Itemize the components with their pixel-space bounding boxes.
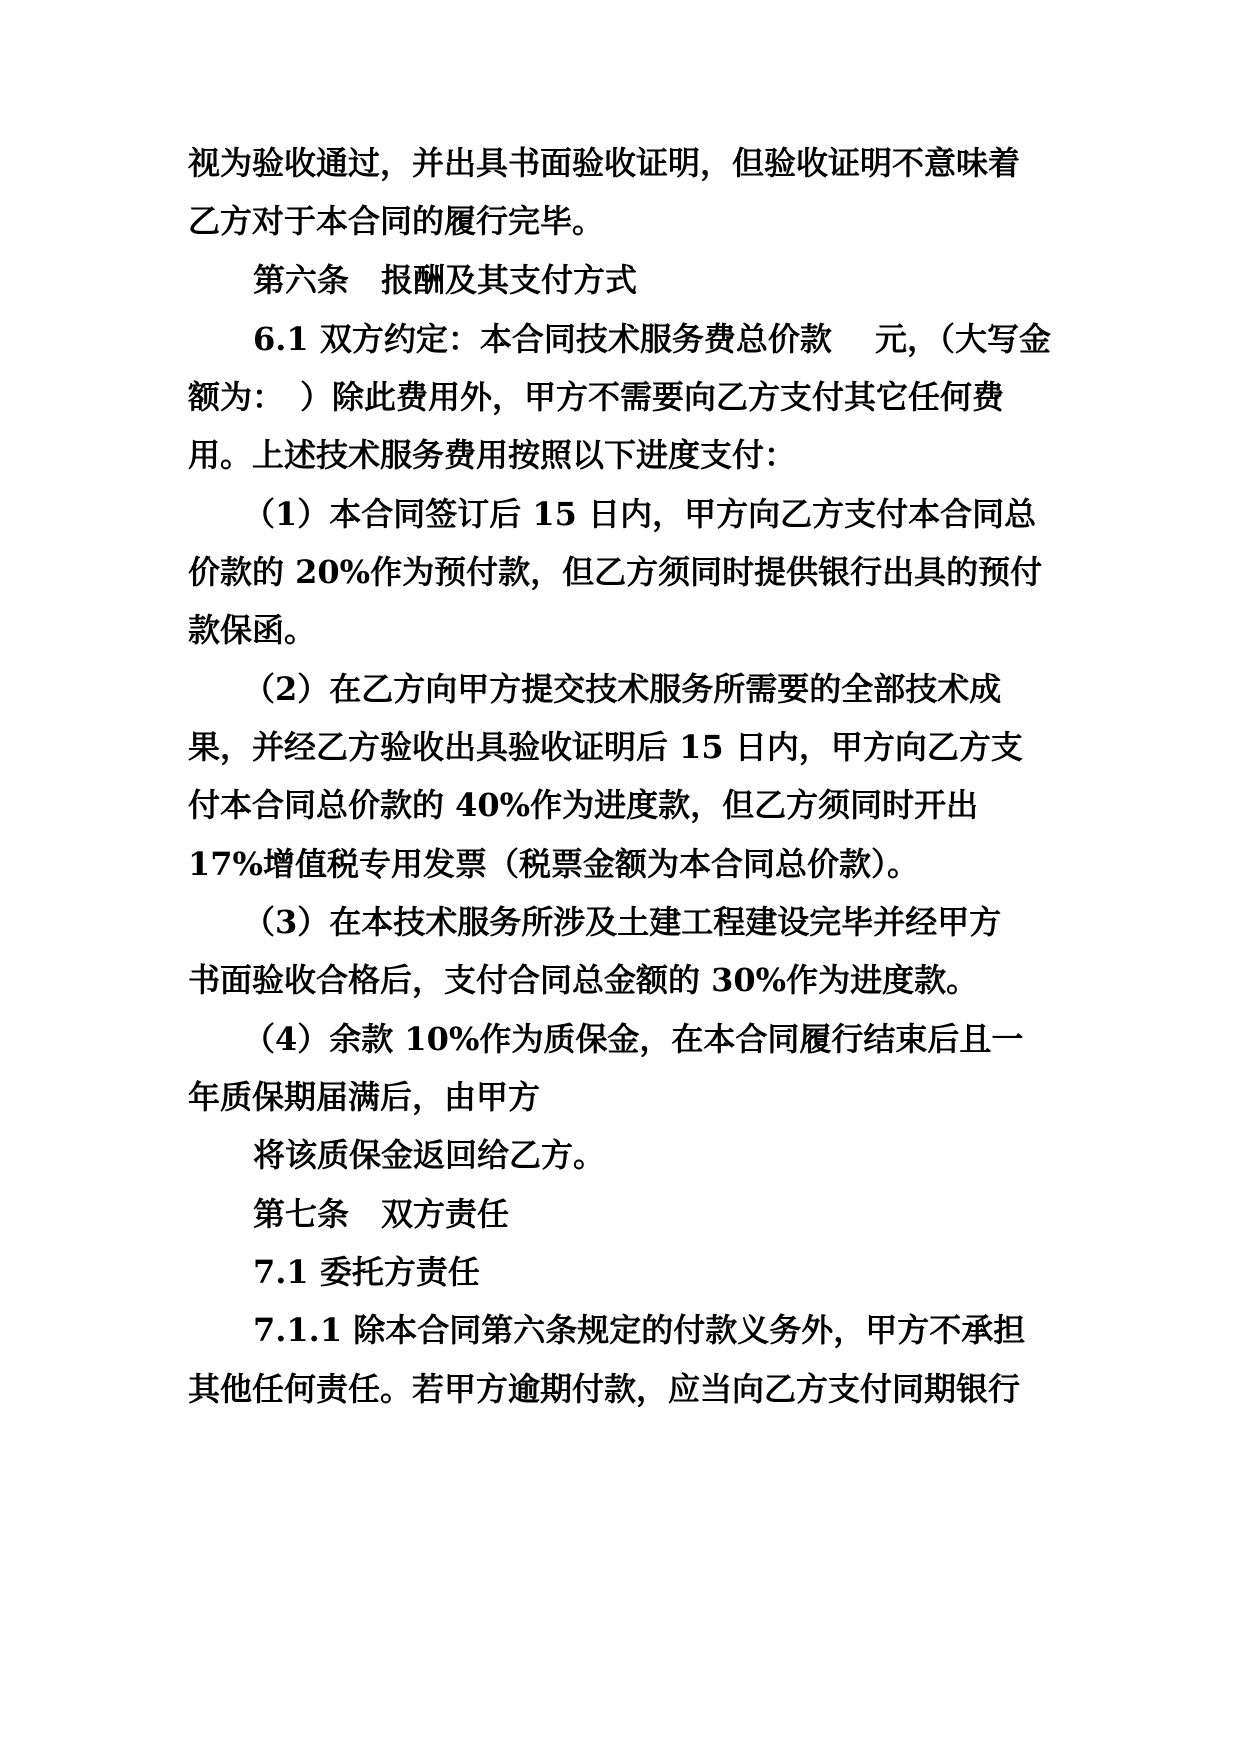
text-line-22: 其他任何责任。若甲方逾期付款，应当向乙方支付同期银行 bbox=[188, 1370, 1021, 1408]
text-line-18: 将该质保金返回给乙方。 bbox=[253, 1136, 606, 1174]
text-line-item-1: （1）本合同签订后 15 日内，甲方向乙方支付本合同总 bbox=[243, 495, 1037, 533]
text-line-item-4: （4）余款 10%作为质保金，在本合同履行结束后且一 bbox=[243, 1020, 1024, 1058]
text-line-15: 书面验收合格后，支付合同总金额的 30%作为进度款。 bbox=[188, 961, 979, 999]
text-line-2: 乙方对于本合同的履行完毕。 bbox=[188, 202, 605, 240]
text-line-item-3: （3）在本技术服务所涉及土建工程建设完毕并经甲方 bbox=[243, 903, 1002, 941]
text-line-12: 付本合同总价款的 40%作为进度款，但乙方须同时开出 bbox=[188, 786, 979, 824]
text-line-13: 17%增值税专用发票（税票金额为本合同总价款）。 bbox=[188, 845, 919, 883]
text-line-8: 价款的 20%作为预付款，但乙方须同时提供银行出具的预付 bbox=[188, 553, 1043, 591]
text-line-1: 视为验收通过，并出具书面验收证明，但验收证明不意味着 bbox=[188, 144, 1021, 182]
text-line-item-2: （2）在乙方向甲方提交技术服务所需要的全部技术成 bbox=[243, 670, 1002, 708]
text-line-5: 额为： ）除此费用外，甲方不需要向乙方支付其它任何费 bbox=[188, 378, 1005, 416]
text-line-9: 款保函。 bbox=[188, 611, 317, 649]
text-line-clause-6-1: 6.1 双方约定：本合同技术服务费总价款 元，（大写金 bbox=[253, 320, 1051, 358]
section-heading-article-7: 第七条 双方责任 bbox=[253, 1195, 510, 1233]
text-line-6: 用。上述技术服务费用按照以下进度支付： bbox=[188, 436, 797, 474]
section-heading-article-6: 第六条 报酬及其支付方式 bbox=[253, 261, 638, 299]
text-line-17: 年质保期届满后，由甲方 bbox=[188, 1078, 541, 1116]
text-line-clause-7-1-1: 7.1.1 除本合同第六条规定的付款义务外，甲方不承担 bbox=[253, 1311, 1026, 1349]
subsection-heading-7-1: 7.1 委托方责任 bbox=[253, 1253, 480, 1291]
text-line-11: 果，并经乙方验收出具验收证明后 15 日内，甲方向乙方支 bbox=[188, 728, 1023, 766]
